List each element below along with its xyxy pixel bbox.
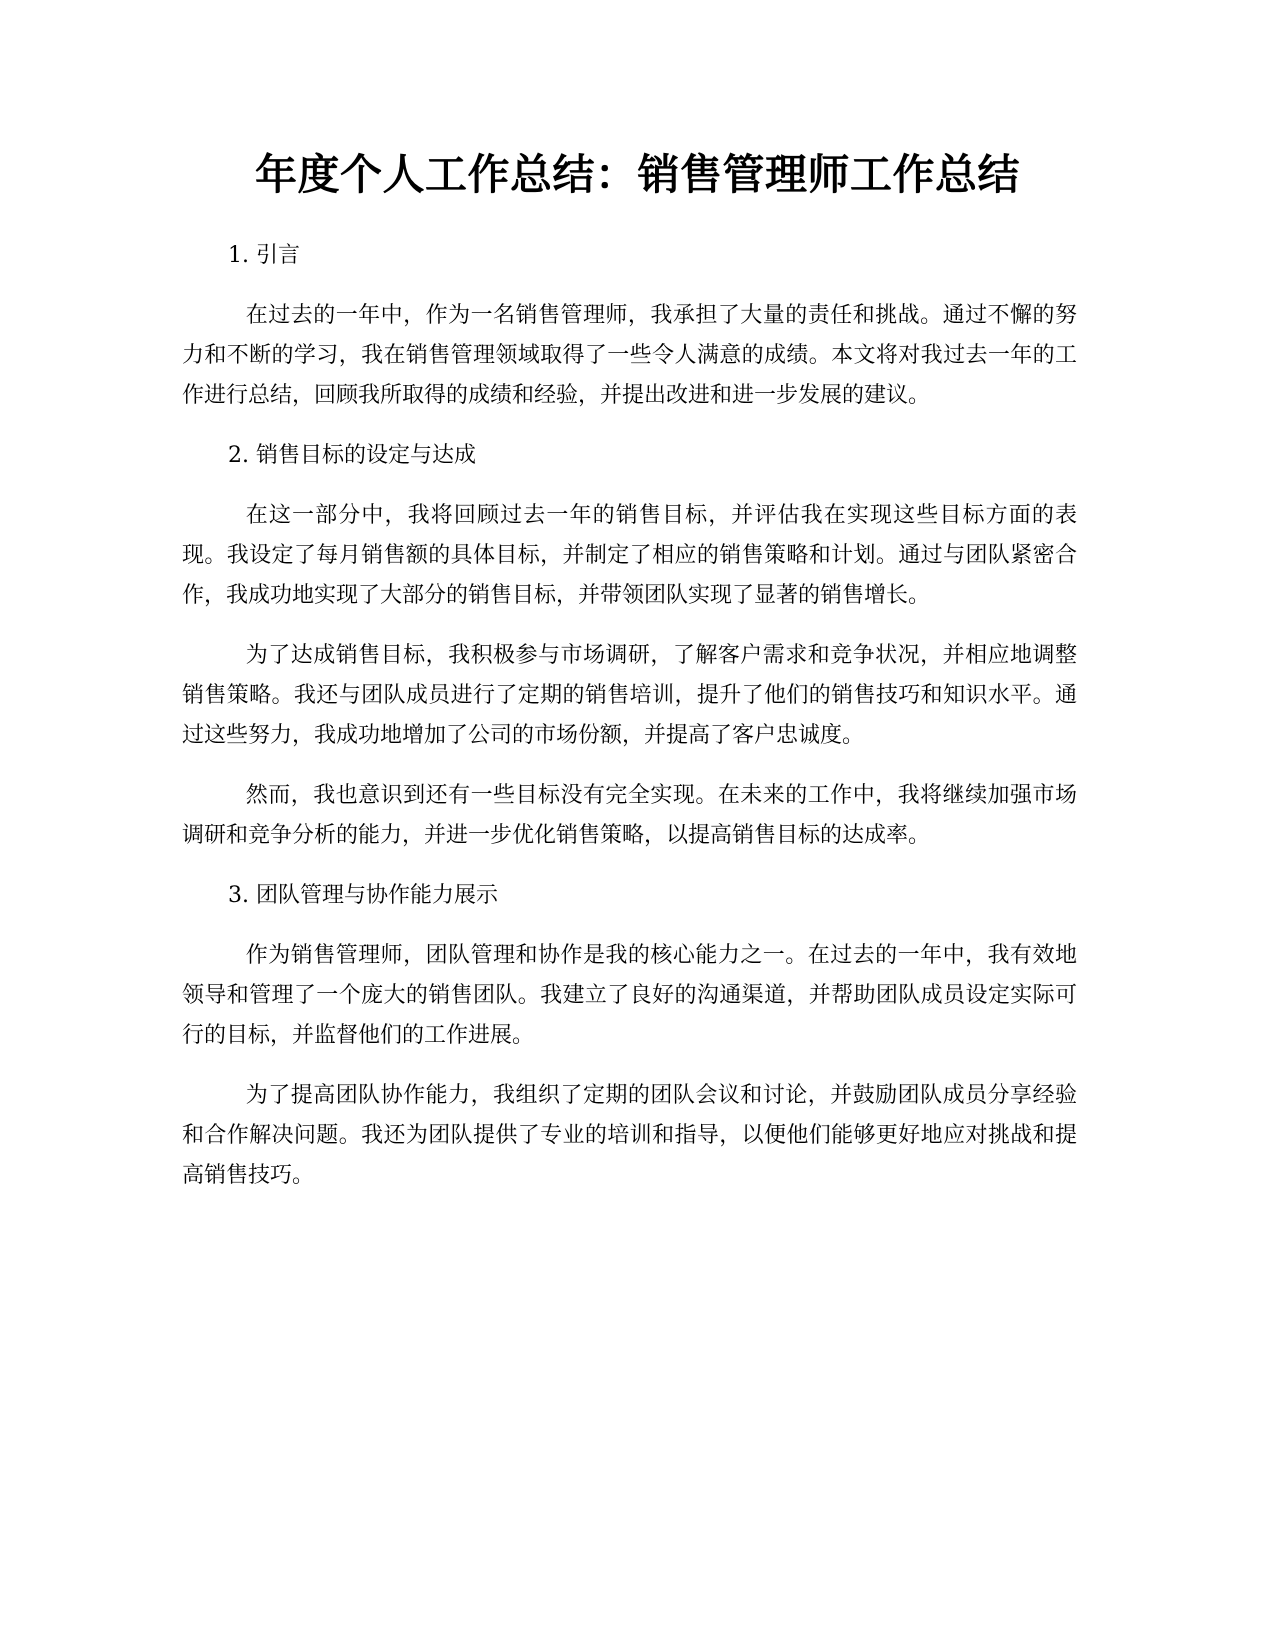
section-heading-introduction: 1. 引言 <box>228 243 300 268</box>
paragraph-sales-targets-improvement: 然而，我也意识到还有一些目标没有完全实现。在未来的工作中，我将继续加强市场调研和竞争分析的能力，并进一步优化销售策略，以提高销售目标的达成率。 <box>182 783 1077 848</box>
section-heading-team-management: 3. 团队管理与协作能力展示 <box>228 883 498 908</box>
document-title: 年度个人工作总结：销售管理师工作总结 <box>254 150 1020 199</box>
paragraph-introduction: 在过去的一年中，作为一名销售管理师，我承担了大量的责任和挑战。通过不懈的努力和不断的学习，我在销售管理领域取得了一些令人满意的成绩。本文将对我过去一年的工作进行总结，回顾我所取得的成绩和经验，并提出改进和进一步发展的建议。 <box>182 303 1077 408</box>
paragraph-sales-targets-actions: 为了达成销售目标，我积极参与市场调研，了解客户需求和竞争状况，并相应地调整销售策略。我还与团队成员进行了定期的销售培训，提升了他们的销售技巧和知识水平。通过这些努力，我成功地增加了公司的市场份额，并提高了客户忠诚度。 <box>182 643 1077 748</box>
paragraph-team-collaboration: 为了提高团队协作能力，我组织了定期的团队会议和讨论，并鼓励团队成员分享经验和合作解决问题。我还为团队提供了专业的培训和指导，以便他们能够更好地应对挑战和提高销售技巧。 <box>182 1083 1077 1188</box>
paragraph-sales-targets-review: 在这一部分中，我将回顾过去一年的销售目标，并评估我在实现这些目标方面的表现。我设定了每月销售额的具体目标，并制定了相应的销售策略和计划。通过与团队紧密合作，我成功地实现了大部分的销售目标，并带领团队实现了显著的销售增长。 <box>182 503 1077 608</box>
paragraph-team-leadership: 作为销售管理师，团队管理和协作是我的核心能力之一。在过去的一年中，我有效地领导和管理了一个庞大的销售团队。我建立了良好的沟通渠道，并帮助团队成员设定实际可行的目标，并监督他们的工作进展。 <box>182 943 1077 1048</box>
document-body <box>182 236 1077 1216</box>
section-heading-sales-targets: 2. 销售目标的设定与达成 <box>228 443 476 468</box>
